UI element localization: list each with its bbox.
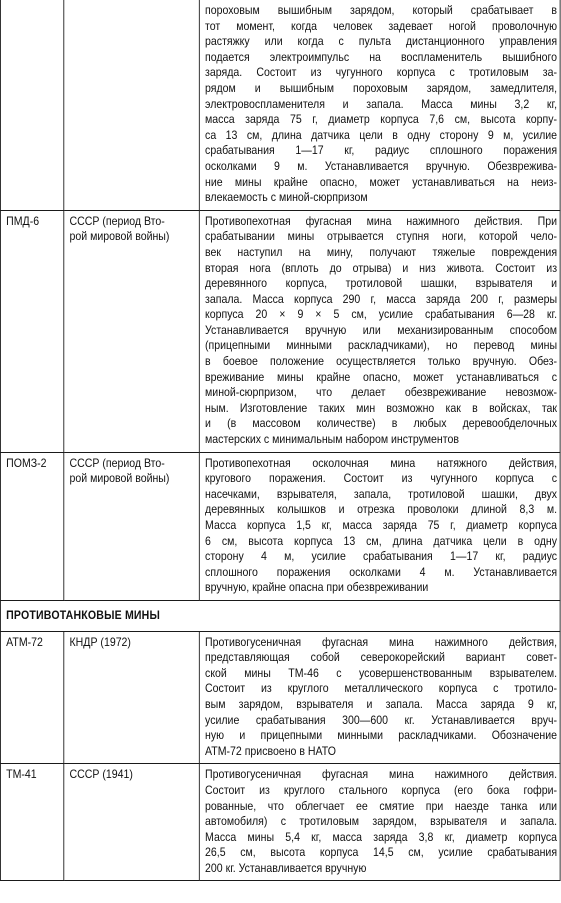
- section-heading: ПРОТИВОТАНКОВЫЕ МИНЫ: [0, 600, 560, 631]
- description-line: рядом и вышибным пороховым зарядом, замедлителя,: [205, 80, 558, 95]
- description-line: Противопехотная фугасная мина нажимного действия. При: [205, 213, 558, 228]
- mine-name-cell: ПОМЗ-2: [0, 452, 63, 600]
- table-row: [0, 764, 560, 881]
- description-line: ние мины крайне опасно, может устанавливаться на неиз-: [205, 174, 558, 189]
- mine-origin-cell: [64, 764, 200, 881]
- description-line: Противогусеничная фугасная мина нажимного действия,: [205, 634, 558, 649]
- description-line: миной-сюрпризом, что делает обезвреживание невозмож-: [205, 385, 558, 400]
- description-line: автомобиля) с тротиловым зарядом, взрывателя и запала.: [205, 814, 558, 829]
- description-line: и (в массовом количестве) в любых деревообделочных: [205, 416, 558, 431]
- description-line: ской мины ТМ-46 с усовершенствованным взрывателем.: [205, 665, 558, 680]
- description-line: АТМ-72 присвоено в НАТО: [205, 743, 336, 758]
- mine-name-cell: ТМ-41: [0, 764, 63, 881]
- description-line: са 13 см, длина датчика цели в одну сторону 9 м, усилие: [205, 127, 558, 142]
- mine-origin-cell: [64, 0, 200, 210]
- mine-name-cell: ПМД-6: [0, 210, 63, 452]
- description-line: вреживание мины крайне опасно, может устанавливаться с: [205, 369, 558, 384]
- mine-name-cell: [0, 0, 63, 210]
- section-row: [0, 600, 560, 631]
- mine-description-cell: [199, 210, 560, 452]
- description-line: запала. Масса корпуса 290 г, масса заряда 200 г, размеры: [205, 291, 558, 306]
- origin-line: КНДР (1972): [69, 634, 131, 649]
- origin-line: СССР (1941): [69, 767, 133, 782]
- description-line: осколками 9 м. Устанавливается вручную. Обезврежива-: [205, 158, 558, 173]
- description-line: масса заряда 75 г, диаметр корпуса 7,6 см, высота корпу-: [205, 112, 558, 127]
- description-line: вторая нога (вплоть до отрыва) и низ живота. Состоит из: [205, 260, 558, 275]
- description-line: влекаемость с миной-сюрпризом: [205, 190, 368, 205]
- mine-name-cell: АТМ-72: [0, 631, 63, 764]
- description-line: тот момент, когда человек задевает ногой проволочную: [205, 18, 558, 33]
- description-line: корпуса 20 × 9 × 5 см, усилие срабатывания 6—28 кг.: [205, 307, 558, 322]
- description-line: срабатывании мины отрывается ступня ноги, которой чело-: [205, 229, 558, 244]
- mine-origin-cell: [64, 452, 200, 600]
- mine-description-cell: [199, 452, 560, 600]
- description-line: Противопехотная осколочная мина натяжного действия,: [205, 455, 558, 470]
- description-line: Состоит из круглого металлического корпуса с тротило-: [205, 681, 558, 696]
- description-line: деревянных колышков и отрезка проволоки длиной 8,3 м.: [205, 502, 558, 517]
- table-row: [0, 210, 560, 452]
- description-line: 200 кг. Устанавливается вручную: [205, 860, 367, 875]
- description-line: в боевое положение осуществляется только вручную. Обез-: [205, 354, 558, 369]
- description-line: рованные, что облегчает ее смятие при наезде танка или: [205, 798, 558, 813]
- origin-line: СССР (период Вто-: [69, 213, 165, 228]
- description-line: деревянного корпуса, тротиловой шашки, взрывателя и: [205, 276, 558, 291]
- mine-origin-cell: [64, 210, 200, 452]
- description-line: мастерских с минимальным набором инструментов: [205, 432, 459, 447]
- description-line: сторону 4 м, усилие срабатывания 1—17 кг, радиус: [205, 549, 558, 564]
- table-row: [0, 631, 560, 764]
- description-line: кругового поражения. Состоит из чугунного корпуса с: [205, 471, 558, 486]
- description-line: срабатывания 1—17 кг, радиус сплошного поражения: [205, 143, 558, 158]
- origin-line: СССР (период Вто-: [69, 455, 165, 470]
- origin-line: рой мировой войны): [69, 229, 170, 244]
- description-line: заряда. Состоит из чугунного корпуса с тротиловым за-: [205, 65, 558, 80]
- description-line: сплошного поражения осколками 4 м. Устанавливается: [205, 564, 558, 579]
- description-line: Масса корпуса 1,5 кг, масса заряда 75 г, диаметр корпуса: [205, 518, 558, 532]
- description-line: пороховым вышибным зарядом, который срабатывает в: [205, 3, 558, 17]
- description-line: Устанавливается вручную или механизированным способом: [205, 322, 558, 337]
- table-row: [0, 0, 560, 210]
- description-line: вым зарядом, взрывателя и запала. Масса заряда 9 кг,: [205, 696, 558, 711]
- table-row: [0, 452, 560, 600]
- description-line: ным. Изготовление таких мин возможно как в войсках, так: [205, 400, 558, 415]
- mine-description-cell: [199, 0, 560, 210]
- description-line: 6 см, высота корпуса 13 см, длина датчика цели в одну: [205, 533, 558, 548]
- description-line: представляющая собой северокорейский вариант совет-: [205, 650, 558, 665]
- description-line: Состоит из круглого стального корпуса (его бока гофри-: [205, 782, 558, 797]
- description-line: насечками, взрывателя, запала, тротиловой шашки, двух: [205, 486, 558, 501]
- description-line: век наступил на мину, получают тяжелые повреждения: [205, 244, 558, 259]
- description-line: (прицепными минными раскладчиками), но перевод мины: [205, 338, 558, 353]
- description-line: Противогусеничная фугасная мина нажимного действия.: [205, 767, 558, 782]
- description-line: усилие срабатывания 300—600 кг. Устанавливается вруч-: [205, 712, 558, 727]
- mine-description-cell: [199, 764, 560, 881]
- description-line: растяжку или когда с пульта дистанционного управления: [205, 34, 558, 49]
- origin-line: рой мировой войны): [69, 471, 170, 486]
- description-line: подается электроимпульс на воспламенитель вышибного: [205, 49, 558, 64]
- description-line: ную и прицепными минными раскладчиками. Обозначение: [205, 728, 558, 743]
- mine-origin-cell: [64, 631, 200, 764]
- description-line: электровоспламенителя и запала. Масса мины 3,2 кг,: [205, 96, 558, 111]
- mine-description-cell: [199, 631, 560, 764]
- description-line: 26,5 см, высота корпуса 14,5 см, усилие срабатывания: [205, 845, 558, 860]
- description-line: Масса мины 5,4 кг, масса заряда 3,8 кг, диаметр корпуса: [205, 829, 558, 844]
- description-line: вручную, крайне опасна при обезвреживании: [205, 580, 429, 595]
